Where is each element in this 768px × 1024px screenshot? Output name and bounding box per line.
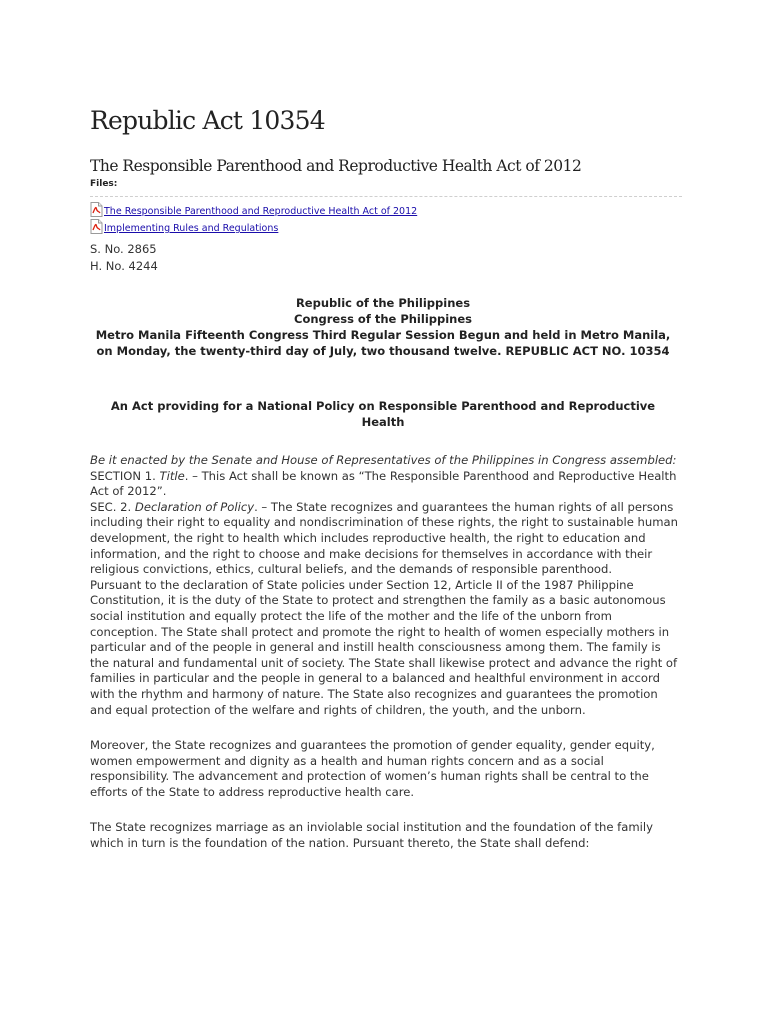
file-link-irr[interactable]: Implementing Rules and Regulations bbox=[104, 223, 279, 234]
file-item bbox=[90, 219, 278, 234]
files-label: Files: bbox=[90, 179, 118, 189]
page-title: Republic Act 10354 bbox=[90, 106, 325, 135]
house-number: H. No. 4244 bbox=[90, 259, 158, 273]
senate-number: S. No. 2865 bbox=[90, 242, 157, 256]
enacting-clause: Be it enacted by the Senate and House of Representatives of the Philippines in Congress assembled: bbox=[90, 453, 677, 467]
header-line-session: Metro Manila Fifteenth Congress Third Regular Session Begun and held in Metro Manila, on Monday, the twenty-third day of July, two thousand twelve. REPUBLIC ACT NO. 10354 bbox=[95, 328, 671, 358]
paragraph-moreover: Moreover, the State recognizes and guarantees the promotion of gender equality, gender equity, women empowerment and dignity as a health and human rights concern and as a social responsibility. The advancement and protection of women’s human rights shall be central to the efforts of the State to address reproductive health care. bbox=[90, 738, 655, 799]
pdf-icon bbox=[90, 202, 103, 217]
act-title: An Act providing for a National Policy on Responsible Parenthood and Reproductive Health bbox=[110, 399, 656, 429]
header-line-republic: Republic of the Philippines bbox=[295, 296, 471, 310]
paragraph-pursuant: Pursuant to the declaration of State policies under Section 12, Article II of the 1987 Philippine Constitution, it is the duty of the State to protect and strengthen the family as a basic autonomous social institution and equally protect the life of the mother and the life of the unborn from conception. The State shall protect and promote the right to health of women especially mothers in particular and of the people in general and instill health consciousness among them. The family is the natural and fundamental unit of society. The State shall likewise protect and advance the right of families in particular and the people in general to a balanced and healthful environment in accord with the rhythm and harmony of nature. The State also recognizes and guarantees the promotion and equal protection of the welfare and rights of children, the youth, and the unborn. bbox=[90, 577, 678, 717]
congress-header bbox=[90, 295, 676, 359]
page-subtitle: The Responsible Parenthood and Reproductive Health Act of 2012 bbox=[90, 157, 582, 175]
file-link-rh-act[interactable]: The Responsible Parenthood and Reproductive Health Act of 2012 bbox=[104, 206, 418, 217]
act-body bbox=[90, 453, 682, 852]
divider bbox=[90, 196, 682, 197]
paragraph-marriage: The State recognizes marriage as an inviolable social institution and the foundation of the family which in turn is the foundation of the nation. Pursuant thereto, the State shall defend: bbox=[90, 820, 653, 851]
file-item bbox=[90, 202, 417, 217]
section-2: SEC. 2. Declaration of Policy. – The State recognizes and guarantees the human rights of all persons including their right to equality and nondiscrimination of these rights, the right to sustainable human development, the right to health which includes reproductive health, the right to education and information, and the right to choose and make decisions for themselves in accordance with their religious convictions, ethics, cultural beliefs, and the demands of responsible parenthood. bbox=[90, 499, 678, 577]
pdf-icon bbox=[90, 219, 103, 234]
section-1: SECTION 1. Title. – This Act shall be known as “The Responsible Parenthood and Reproductive Health Act of 2012”. bbox=[90, 468, 677, 499]
header-line-congress: Congress of the Philippines bbox=[294, 312, 472, 326]
